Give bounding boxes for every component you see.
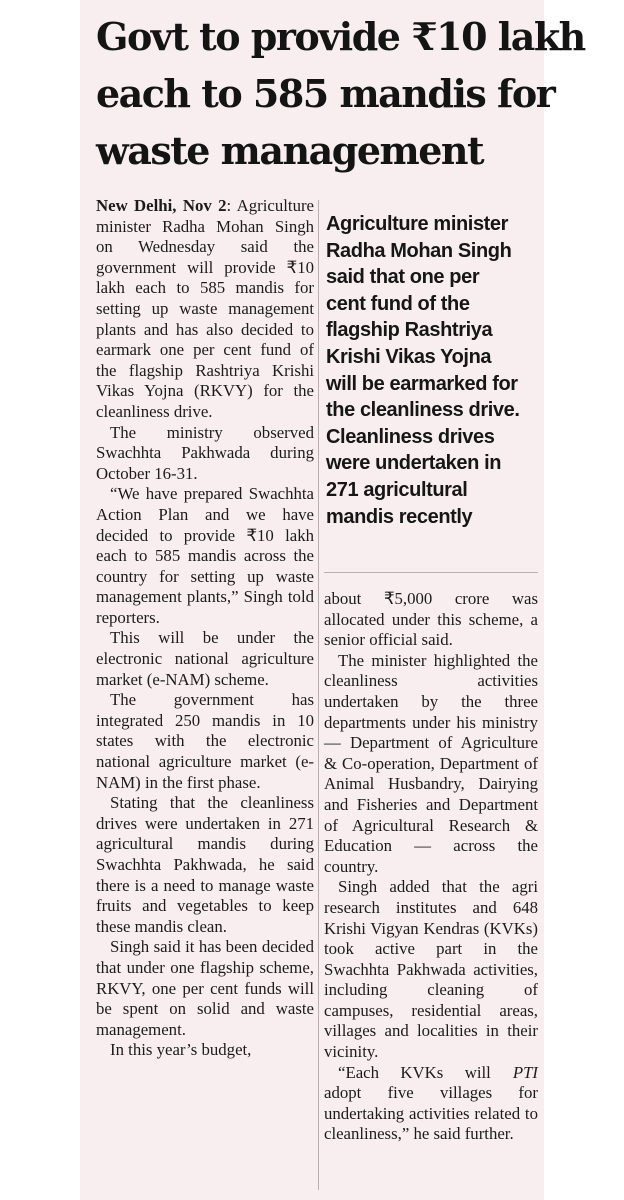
pull-quote-line: will be earmarked for [326,372,518,395]
pull-quote-line: Krishi Vikas Yojna [326,345,492,368]
headline-line: each to 585 mandis for [96,71,555,116]
article-paragraph: “We have prepared Swachhta Action Plan and we have decided to provide ₹10 lakh each to 585 mandis across the country for setting up waste management plants,” Singh told reporters. [96,484,314,627]
article-paragraph [96,196,314,423]
headline [96,8,585,179]
article-paragraph: The government has integrated 250 mandis in 10 states with the electronic national agriculture market (e-NAM) in the first phase. [96,690,314,792]
pull-quote-line: flagship Rashtriya [326,319,493,342]
pull-quote [326,211,538,530]
agency-credit: PTI [512,1062,538,1082]
pull-quote-line: were undertaken in [326,452,502,475]
article-paragraph: Singh said it has been decided that under one flagship scheme, RKVY, one per cent funds will be spent on solid and waste management. [96,937,314,1039]
article-paragraph: The ministry observed Swachhta Pakhwada during October 16-31. [96,422,314,483]
article-column-1 [96,196,314,1061]
headline-line: waste management [96,128,484,173]
pull-quote-line: mandis recently [326,505,473,528]
pull-quote-line: Radha Mohan Singh [326,239,512,262]
closing-text: “Each KVKs will adopt five villages for undertaking activities related to cleanliness,” he said further. [324,1062,538,1144]
column-divider [318,200,319,1190]
article-paragraph: Singh added that the agri research institutes and 648 Krishi Vigyan Kendras (KVKs) took active part in the Swachhta Pakhwada activities, including cleaning of campuses, residential areas, villages and localities in their vicinity. [324,877,538,1062]
pull-quote-line: Agriculture minister [326,213,509,235]
article-paragraph: The minister highlighted the cleanliness activities undertaken by the three departments under his ministry — Department of Agriculture & Co-operation, Department of Animal Husbandry, Dairying and Fisheries and Department of Agricultural Research & Education — across the country. [324,650,538,876]
pull-quote-line: cent fund of the [326,292,470,315]
article-column-2 [324,589,538,1145]
article-paragraph: Stating that the cleanliness drives were undertaken in 271 agricultural mandis during Swachhta Pakhwada, he said there is a need to manage waste fruits and vegetables to keep these mandis clean. [96,793,314,936]
lead-text: : Agriculture minister Radha Mohan Singh on Wednesday said the government will provide ₹10 lakh each to 585 mandis for setting up waste management plants and has also decided to earmark one per cent fund of the flagship Rashtriya Krishi Vikas Yojna (RKVY) for the cleanliness drive. [96,196,314,421]
pull-quote-line: Cleanliness drives [326,425,495,448]
article-paragraph: In this year’s budget, [110,1040,252,1060]
article-paragraph: This will be under the electronic national agriculture market (e-NAM) scheme. [96,628,314,689]
pull-quote-rule [324,572,538,573]
article-paragraph: about ₹5,000 crore was allocated under this scheme, a senior official said. [324,589,538,650]
pull-quote-line: said that one per [326,266,480,289]
headline-line: Govt to provide ₹10 lakh [96,14,585,59]
pull-quote-line: 271 agricultural [326,478,468,501]
pull-quote-line: the cleanliness drive. [326,399,520,422]
article-paragraph [324,1063,538,1145]
dateline: New Delhi, Nov 2 [96,196,227,215]
